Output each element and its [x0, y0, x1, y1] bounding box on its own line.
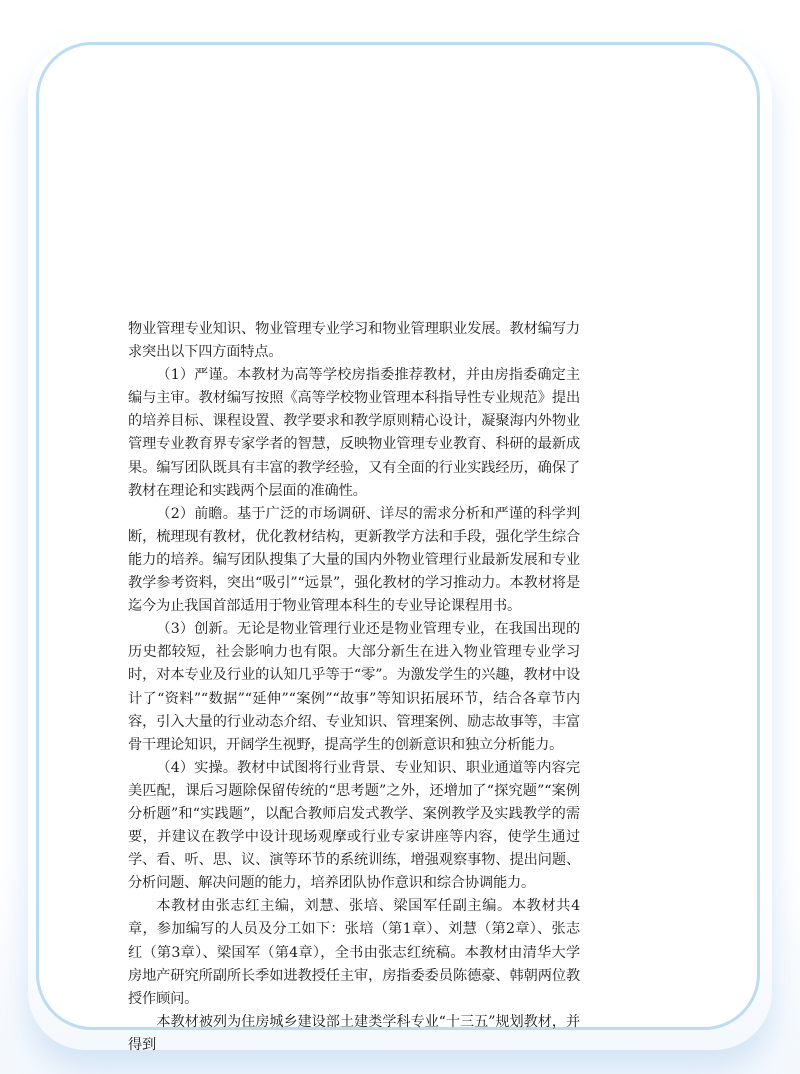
paragraph-planning-textbook: 本教材被列为住房城乡建设部土建类学科专业“十三五”规划教材，并得到 [128, 1013, 580, 1053]
paragraph-feature-forward-looking: （2）前瞻。基于广泛的市场调研、详尽的需求分析和严谨的科学判断，梳理现有教材，优化教材结构，更新教学方法和手段，强化学生综合能力的培养。编写团队搜集了大量的国内外物业管理行业最新发展和专业教学参考资料，突出“吸引”“远景”，强化教材的学习推动力。本教材将是迄今为止我国首部适用于物业管理本科生的专业导论课程用书。 [128, 505, 580, 615]
paragraph-authors: 本教材由张志红主编，刘慧、张培、梁国军任副主编。本教材共4章，参加编写的人员及分工如下：张培（第1章）、刘慧（第2章）、张志红（第3章）、梁国军（第4章），全书由张志红统稿。本教材由清华大学房地产研究所副所长季如进教授任主审，房指委委员陈德豪、韩朝两位教授作顾问。 [128, 898, 580, 1007]
paragraph-feature-rigor: （1）严谨。本教材为高等学校房指委推荐教材，并由房指委确定主编与主审。教材编写按照《高等学校物业管理本科指导性专业规范》提出的培养目标、课程设置、教学要求和教学原则精心设计，凝聚海内外物业管理专业教育界专家学者的智慧，反映物业管理专业教育、科研的最新成果。编写团队既具有丰富的教学经验，又有全面的行业实践经历，确保了教材在理论和实践两个层面的准确性。 [128, 367, 580, 499]
paragraph-feature-innovation: （3）创新。无论是物业管理行业还是物业管理专业，在我国出现的历史都较短，社会影响力也有限。大部分新生在进入物业管理专业学习时，对本专业及行业的认知几乎等于“零”。为激发学生的兴趣，教材中设计了“资料”“数据”“延伸”“案例”“故事”等知识拓展环节，结合各章节内容，引入大量的行业动态介绍、专业知识、管理案例、励志故事等，丰富骨干理论知识，开阔学生视野，提高学生的创新意识和独立分析能力。 [128, 621, 580, 753]
paragraph-feature-practice: （4）实操。教材中试图将行业背景、专业知识、职业通道等内容完美匹配，课后习题除保留传统的“思考题”之外，还增加了“探究题”“案例分析题”和“实践题”，以配合教师启发式教学、案例教学及实践教学的需要，并建议在教学中设计现场观摩或行业专家讲座等内容，使学生通过学、看、听、思、议、演等环节的系统训练，增强观察事物、提出问题、分析问题、解决问题的能力，培养团队协作意识和综合协调能力。 [128, 759, 580, 892]
body-text [128, 318, 580, 1057]
paragraph-intro-continuation: 物业管理专业知识、物业管理专业学习和物业管理职业发展。教材编写力求突出以下四方面特点。 [128, 321, 580, 361]
